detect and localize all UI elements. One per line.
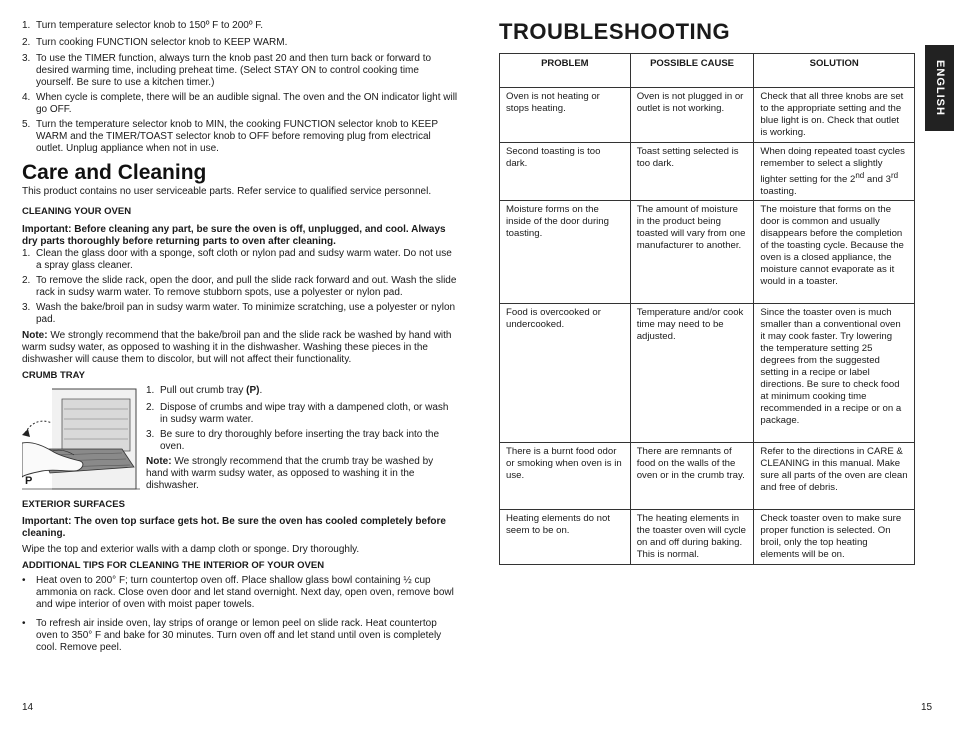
cleaning-heading: CLEANING YOUR OVEN (22, 206, 132, 217)
cause-cell: Oven is not plugged in or outlet is not working. (630, 88, 754, 143)
list-item: 1. Pull out crumb tray (P). (146, 385, 263, 396)
tips-list (22, 575, 458, 654)
intro-steps-list (22, 20, 458, 155)
troubleshooting-title: TROUBLESHOOTING (499, 19, 731, 44)
right-page-content (499, 20, 915, 565)
problem-cell: Second toasting is too dark. (500, 143, 631, 201)
crumb-tray-note: Note: We strongly recommend that the crumb tray be washed by hand with warm sudsy water, as opposed to washing it in the dishwasher. (146, 456, 434, 491)
problem-cell: Moisture forms on the inside of the door during toasting. (500, 201, 631, 304)
solution-cell: Refer to the directions in CARE & CLEANING in this manual. Make sure all parts of the oven are clean and free of debris. (754, 443, 915, 510)
crumb-tray-steps (146, 385, 458, 493)
column-header-solution: SOLUTION (754, 54, 915, 88)
problem-cell: There is a burnt food odor or smoking when oven is in use. (500, 443, 631, 510)
crumb-tray-heading: CRUMB TRAY (22, 370, 85, 381)
table-header-row (500, 54, 915, 88)
care-cleaning-title: Care and Cleaning (22, 161, 207, 184)
list-item: • Heat oven to 200° F; turn countertop oven off. Place shallow glass bowl containing ½ cup ammonia on rack. Close oven door and let stand overnight. Next day, open oven, remove bowl and wipe interior of oven with moist paper towels. (22, 575, 454, 610)
solution-cell: Check toaster oven to make sure proper function is selected. On broil, only the top heating elements will be on. (754, 510, 915, 565)
page-number-right: 15 (921, 702, 933, 713)
list-item: 3. To use the TIMER function, always turn the knob past 20 and then turn back or forward to desired warming time, including preheat time. (Select STAY ON to control cooking time yourself. Be sure to use a kitchen timer.) (22, 53, 432, 88)
problem-cell: Heating elements do not seem to be on. (500, 510, 631, 565)
list-item: 5. Turn the temperature selector knob to MIN, the cooking FUNCTION selector knob to KEEP WARM and the TIMER/TOAST selector knob to OFF before removing plug from electrical outlet. Unplug appliance when not in use. (22, 119, 438, 154)
problem-cell: Oven is not heating or stops heating. (500, 88, 631, 143)
list-item: • To refresh air inside oven, lay strips of orange or lemon peel on slide rack. Heat countertop oven to 350° F and bake for 30 minutes. Turn oven off and let stand until oven is completely cool. Remove peel. (22, 618, 442, 653)
crumb-tray-label-p: P (25, 475, 33, 487)
solution-cell: Since the toaster oven is much smaller than a conventional oven it may cook faster. Try lowering the temperature setting 25 degrees from the suggested setting in a recipe or label directions. Be sure to check food at minimum cooking time recommended in a recipe or on a package. (754, 304, 915, 443)
table-row (500, 143, 915, 201)
list-item: 3. Be sure to dry thoroughly before inserting the tray back into the oven. (146, 429, 440, 452)
table-row (500, 88, 915, 143)
language-tab-label: ENGLISH (933, 60, 946, 116)
troubleshooting-table (499, 53, 915, 565)
cause-cell: Temperature and/or cook time may need to be adjusted. (630, 304, 754, 443)
exterior-text: Wipe the top and exterior walls with a damp cloth or sponge. Dry thoroughly. (22, 544, 360, 555)
cleaning-steps-list (22, 248, 458, 326)
cleaning-important: Important: Before cleaning any part, be sure the oven is off, unplugged, and cool. Always dry parts thoroughly before returning parts to oven after cleaning. (22, 224, 446, 247)
cause-cell: The heating elements in the toaster oven will cycle on and off during baking. This is normal. (630, 510, 754, 565)
table-row (500, 304, 915, 443)
crumb-tray-section (22, 385, 458, 493)
language-side-tab (925, 45, 954, 131)
cause-cell: There are remnants of food on the walls of the oven or in the crumb tray. (630, 443, 754, 510)
column-header-problem: PROBLEM (500, 54, 631, 88)
list-item: 3. Wash the bake/broil pan in sudsy warm water. To minimize scratching, use a polyester or nylon pad. (22, 302, 456, 325)
list-item: 2. Dispose of crumbs and wipe tray with a dampened cloth, or wash in sudsy warm water. (146, 402, 449, 425)
table-row (500, 510, 915, 565)
cause-cell: Toast setting selected is too dark. (630, 143, 754, 201)
cause-cell: The amount of moisture in the product being toasted will vary from one manufacturer to another. (630, 201, 754, 304)
problem-cell: Food is overcooked or undercooked. (500, 304, 631, 443)
table-row (500, 201, 915, 304)
list-item: 2. To remove the slide rack, open the door, and pull the slide rack forward and out. Wash the slide rack in sudsy warm water. To remove stubborn spots, use a polyester or nylon pad. (22, 275, 457, 298)
solution-cell: The moisture that forms on the door is common and usually disappears before the completion of the toasting cycle. Because the oven is a closed appliance, the moisture cannot evaporate as it would in a toaster. (754, 201, 915, 304)
list-item: 1. Turn temperature selector knob to 150º F to 200º F. (22, 20, 264, 31)
cleaning-note: Note: We strongly recommend that the bake/broil pan and the slide rack be washed by hand with warm sudsy water, as opposed to washing it in the dishwasher. Washing these pieces in the dishwasher will cause them to discolor, but will not affect their functionality. (22, 330, 452, 365)
exterior-heading: EXTERIOR SURFACES (22, 499, 125, 510)
exterior-important: Important: The oven top surface gets hot. Be sure the oven has cooled completely before cleaning. (22, 516, 446, 539)
care-intro: This product contains no user serviceable parts. Refer service to qualified service personnel. (22, 186, 432, 197)
list-item: 2. Turn cooking FUNCTION selector knob to KEEP WARM. (22, 37, 288, 48)
list-item: 1. Clean the glass door with a sponge, soft cloth or nylon pad and sudsy warm water. Do not use a spray glass cleaner. (22, 248, 452, 271)
crumb-tray-illustration (22, 385, 140, 493)
table-row (500, 443, 915, 510)
page-number-left: 14 (22, 702, 34, 713)
left-page-content (22, 20, 458, 661)
oven-crumb-tray-illustration (22, 385, 140, 493)
column-header-cause: POSSIBLE CAUSE (630, 54, 754, 88)
tips-heading: ADDITIONAL TIPS FOR CLEANING THE INTERIOR OF YOUR OVEN (22, 560, 325, 571)
solution-cell: Check that all three knobs are set to the appropriate setting and the blue light is on. Check that outlet is working. (754, 88, 915, 143)
solution-cell: When doing repeated toast cycles remember to select a slightly lighter setting for the 2nd and 3rd toasting. (754, 143, 915, 201)
list-item: 4. When cycle is complete, there will be an audible signal. The oven and the ON indicator light will go OFF. (22, 92, 458, 115)
